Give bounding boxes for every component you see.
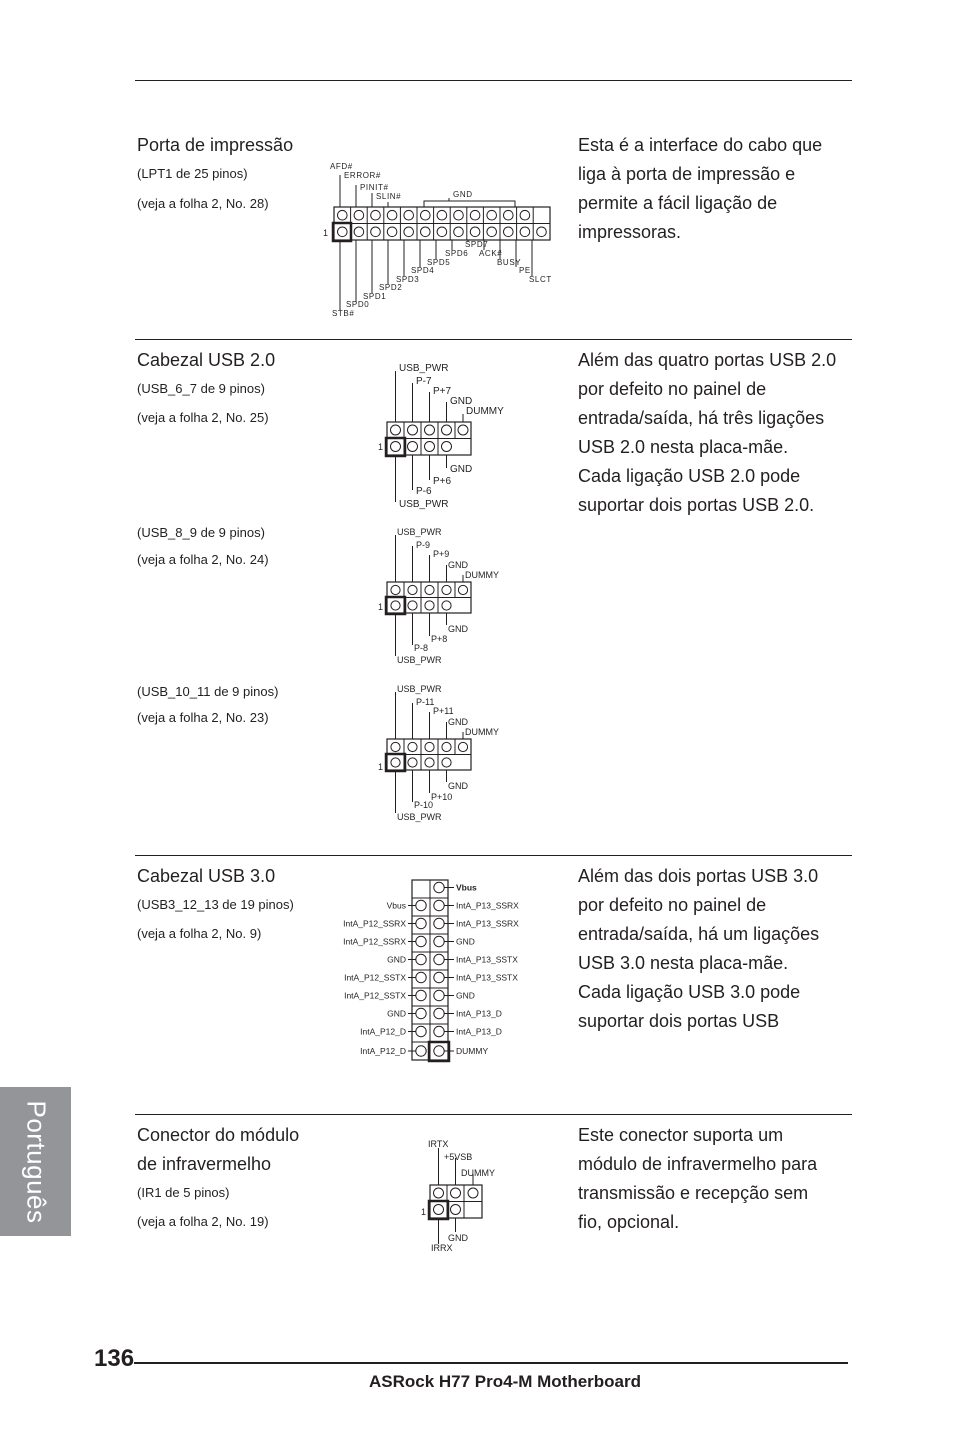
pin-circle: [354, 210, 364, 220]
section-divider: [135, 339, 852, 340]
pin-circle: [387, 210, 397, 220]
pin-label: IntA_P12_SSTX: [344, 972, 406, 983]
pin-label: SPD4: [411, 266, 435, 275]
footer-rule: [134, 1362, 848, 1364]
pin-label: DUMMY: [466, 406, 504, 417]
pin-label: AFD#: [330, 162, 353, 171]
pin-label: GND: [450, 464, 473, 475]
pin-label: P-9: [416, 540, 431, 550]
pin-label: SPD6: [445, 249, 469, 258]
pin-label: IntA_P12_SSRX: [343, 918, 406, 929]
pin-circle: [504, 210, 514, 220]
pin-circle: [404, 227, 414, 237]
pin-circle: [437, 210, 447, 220]
section-subtitle: (IR1 de 5 pinos): [137, 1185, 230, 1200]
pin-label: DUMMY: [456, 1046, 489, 1056]
usb2-header-diagram-2: [376, 524, 526, 669]
pin-label: IRRX: [431, 1243, 453, 1253]
pin-label: SPD1: [363, 292, 387, 301]
pin-label: P-7: [416, 376, 432, 387]
section-subtitle: (veja a folha 2, No. 25): [137, 410, 269, 425]
pin-label: P+10: [431, 792, 453, 802]
usb2-header-diagram-1: [376, 358, 526, 513]
section-subtitle: (veja a folha 2, No. 9): [137, 926, 262, 941]
section-title-ir: Conector do módulo: [137, 1125, 300, 1145]
pin1-label: 1: [421, 1207, 427, 1217]
pin-label: PINIT#: [360, 183, 389, 192]
pin-label: GND: [448, 781, 468, 791]
pin-circle: [537, 227, 547, 237]
section-description: Este conector suporta um módulo de infravermelho para transmissão e recepção sem fio, opcional.: [578, 1125, 818, 1232]
pin-circle: [454, 210, 464, 220]
pin-label: USB_PWR: [397, 655, 442, 665]
pin-label: GND: [448, 1233, 468, 1243]
pin-label: GND: [456, 936, 475, 947]
language-side-tab: [0, 1087, 71, 1236]
pin-circle: [520, 210, 530, 220]
pin-label: P-6: [416, 486, 432, 497]
section-description: Esta é a interface do cabo que liga à porta de impressão e permite a fácil ligação de impressoras.: [578, 135, 823, 242]
pin-label: P-10: [414, 800, 434, 810]
pin-circle: [470, 227, 480, 237]
pin-circle: [371, 227, 381, 237]
pin-label: STB#: [332, 309, 355, 318]
pin-label: IntA_P13_D: [456, 1008, 502, 1019]
pin-label: DUMMY: [461, 1168, 495, 1178]
footer-title: ASRock H77 Pro4-M Motherboard: [368, 1372, 642, 1391]
section-subtitle: (USB_6_7 de 9 pinos): [137, 381, 265, 396]
pin-label: IntA_P13_D: [456, 1026, 502, 1037]
pin-label: IntA_P13_SSRX: [456, 900, 519, 911]
pin-circle: [520, 227, 530, 237]
pin-circle: [470, 210, 480, 220]
pin-label: SPD0: [346, 300, 370, 309]
pin-label: Vbus: [456, 882, 477, 893]
pin-label: USB_PWR: [399, 363, 449, 374]
pin-circle: [487, 210, 497, 220]
pin-label: SLIN#: [376, 192, 402, 201]
section-title-usb3: Cabezal USB 3.0: [137, 866, 276, 886]
pin-label: USB_PWR: [399, 499, 449, 510]
pin-label: GND: [450, 396, 473, 407]
section-subtitle: (USB_10_11 de 9 pinos): [137, 684, 279, 699]
pin1-label: 1: [378, 762, 384, 772]
ir-header-diagram: [418, 1136, 518, 1256]
pin-label: SLCT: [529, 275, 552, 284]
pin-label: P+11: [433, 706, 454, 716]
usb3-header-diagram: [330, 876, 545, 1066]
pin-label: P+9: [433, 549, 450, 559]
pin-circle: [338, 210, 348, 220]
pin-label: SPD2: [379, 283, 403, 292]
section-title-usb2: Cabezal USB 2.0: [137, 350, 276, 370]
pin-label: GND: [453, 190, 473, 199]
pin-label: GND: [456, 990, 475, 1001]
pin-label: Vbus: [386, 900, 406, 911]
pin-label: USB_PWR: [397, 812, 442, 822]
pin-label: PE: [519, 266, 531, 275]
pin1-label: 1: [378, 602, 384, 612]
pin1-label: 1: [323, 228, 329, 238]
section-subtitle: (LPT1 de 25 pinos): [137, 166, 248, 181]
pin-circle: [487, 227, 497, 237]
pin-label: P+7: [433, 386, 452, 397]
pin-label: P+6: [433, 476, 452, 487]
pin-label: ERROR#: [344, 171, 381, 180]
pin-circle: [404, 210, 414, 220]
pin-circle: [387, 227, 397, 237]
pin-label: GND: [387, 954, 406, 965]
top-rule: [135, 80, 852, 81]
pin-label: GND: [448, 717, 468, 727]
pin-circle: [437, 227, 447, 237]
pin-label: IntA_P12_SSTX: [344, 990, 406, 1001]
pin-label: IntA_P12_SSRX: [343, 936, 406, 947]
pin-label: SPD5: [427, 258, 451, 267]
section-subtitle: (veja a folha 2, No. 28): [137, 196, 269, 211]
pin-label: USB_PWR: [397, 684, 442, 694]
pin-label: GND: [387, 1008, 406, 1019]
language-tab-label: Português: [21, 1099, 51, 1224]
pin-label: GND: [448, 560, 468, 570]
pin-label: +5VSB: [444, 1152, 473, 1162]
usb2-header-diagram-3: [376, 681, 526, 826]
pin-label: P+8: [431, 634, 448, 644]
pin-label: BUSY: [497, 258, 522, 267]
pin-circle: [421, 227, 431, 237]
pin-circle: [354, 227, 364, 237]
pin-label: IntA_P12_D: [360, 1046, 406, 1056]
section-description: Além das quatro portas USB 2.0 por defeito no painel de entrada/saída, há três ligações USB 2.0 nesta placa-mãe. Cada ligação USB 2.0 pode suportar dois portas USB 2.0.: [578, 350, 837, 515]
section-subtitle: (veja a folha 2, No. 24): [137, 552, 269, 567]
section-subtitle: (veja a folha 2, No. 23): [137, 710, 269, 725]
section-title-print-port: Porta de impressão: [137, 135, 294, 155]
pin-label: ACK#: [479, 249, 503, 258]
lpt-header-diagram: [320, 150, 560, 325]
pin-label: IntA_P13_SSTX: [456, 972, 518, 983]
pin-circle: [371, 210, 381, 220]
pin-label: IntA_P13_SSRX: [456, 918, 519, 929]
pin-circle: [421, 210, 431, 220]
pin-label: SPD3: [396, 275, 420, 284]
section-description: Além das dois portas USB 3.0 por defeito no painel de entrada/saída, há um ligações USB 3.0 nesta placa-mãe. Cada ligação USB 3.0 pode suportar dois portas USB: [578, 866, 820, 1031]
pin-label: P-11: [416, 697, 435, 707]
pin-label: SPD7: [465, 240, 489, 249]
pin1-label: 1: [378, 442, 384, 452]
pin-circle: [454, 227, 464, 237]
section-subtitle: (USB3_12_13 de 19 pinos): [137, 897, 294, 912]
section-subtitle: (veja a folha 2, No. 19): [137, 1214, 269, 1229]
pin-label: P-8: [414, 643, 429, 653]
section-divider: [135, 1114, 852, 1115]
page-number: 136: [94, 1345, 135, 1372]
pin-label: DUMMY: [465, 570, 499, 580]
pin-label: IntA_P12_D: [360, 1026, 406, 1037]
pin-label: IntA_P13_SSTX: [456, 954, 518, 965]
section-title-ir-line2: de infravermelho: [137, 1154, 272, 1174]
section-divider: [135, 855, 852, 856]
pin-label: DUMMY: [465, 727, 499, 737]
pin-label: IRTX: [428, 1139, 449, 1149]
section-subtitle: (USB_8_9 de 9 pinos): [137, 525, 265, 540]
pin-label: USB_PWR: [397, 527, 442, 537]
pin-label: GND: [448, 624, 468, 634]
pin-circle: [504, 227, 514, 237]
pin-circle: [338, 227, 348, 237]
